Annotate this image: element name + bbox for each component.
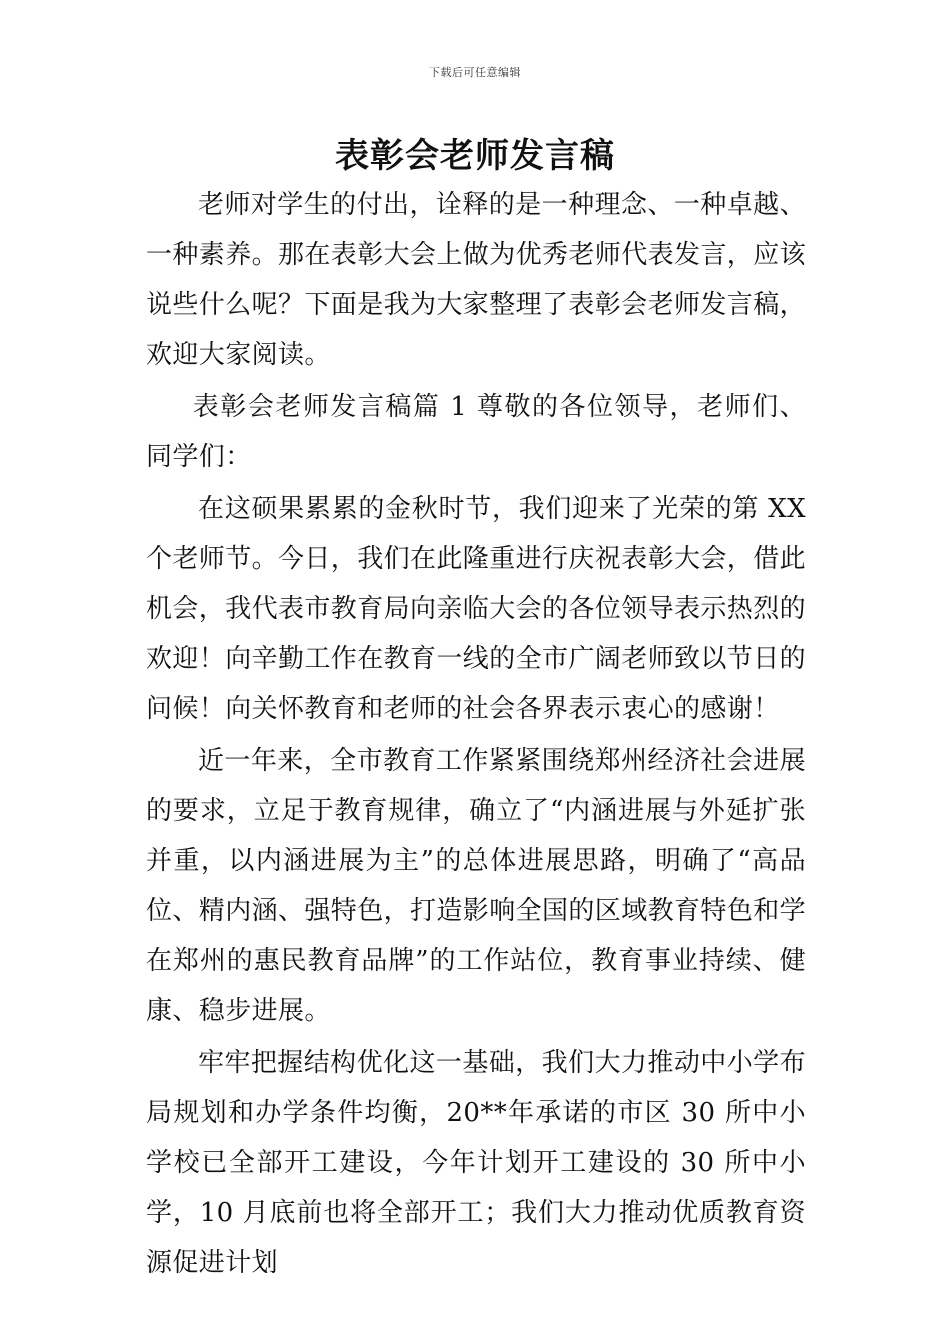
header-note: 下载后可任意编辑 [429, 66, 521, 79]
document-title: 表彰会老师发言稿 [335, 136, 615, 176]
paragraph-progress: 近一年来，全市教育工作紧紧围绕郑州经济社会进展的要求，立足于教育规律，确立了“内涵进展与外延扩张并重，以内涵进展为主”的总体进展思路，明确了“高品位、精内涵、强特色，打造影响全国的区域教育特色和学在郑州的惠民教育品牌”的工作站位，教育事业持续、健康、稳步进展。 [146, 746, 807, 1026]
paragraph-intro: 老师对学生的付出，诠释的是一种理念、一种卓越、一种素养。那在表彰大会上做为优秀老师代表发言，应该说些什么呢？下面是我为大家整理了表彰会老师发言稿，欢迎大家阅读。 [146, 190, 807, 370]
document-body [146, 180, 806, 1290]
paragraph-salutation: 表彰会老师发言稿篇 1 尊敬的各位领导，老师们、同学们： [146, 392, 806, 472]
paragraph-structure: 牢牢把握结构优化这一基础，我们大力推动中小学布局规划和办学条件均衡，20**年承诺的市区 30 所中小学校已全部开工建设，今年计划开工建设的 30 所中小学，10 月底前也将全部开工；我们大力推动优质教育资源促进计划 [146, 1048, 806, 1278]
paragraph-greeting: 在这硕果累累的金秋时节，我们迎来了光荣的第 XX 个老师节。今日，我们在此隆重进行庆祝表彰大会，借此机会，我代表市教育局向亲临大会的各位领导表示热烈的欢迎！向辛勤工作在教育一线的全市广阔老师致以节日的问候！向关怀教育和老师的社会各界表示衷心的感谢！ [146, 494, 807, 724]
